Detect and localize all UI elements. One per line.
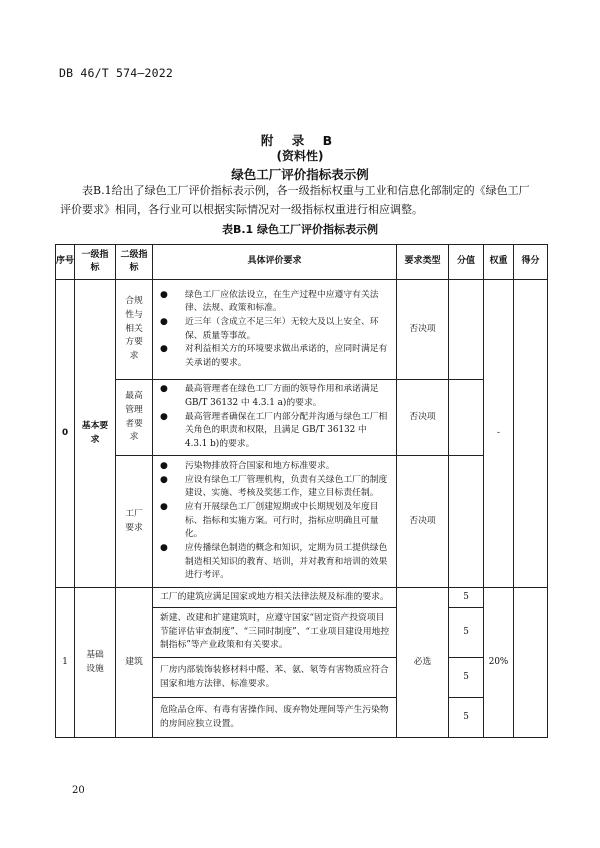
bullet-icon: ● bbox=[160, 344, 168, 355]
list-item: ● 应设有绿色工厂管理机构，负责有关绿色工厂的制度建设、实施、考核及奖惩工作，建立目标责任制。 bbox=[160, 474, 388, 499]
group0-row1-sub: 最高管理者要求 bbox=[116, 380, 153, 456]
group0-row2-score bbox=[449, 456, 484, 588]
group0-row0-type: 否决项 bbox=[397, 280, 449, 380]
header-req-type: 要求类型 bbox=[397, 245, 449, 280]
group0-row0-score bbox=[449, 280, 484, 380]
group1-weight: 20% bbox=[484, 588, 514, 738]
group1-type: 必选 bbox=[397, 588, 449, 738]
list-item: ● 最高管理者在绿色工厂方面的领导作用和承诺满足GB/T 36132 中 4.3.1 a)的要求。 bbox=[160, 384, 379, 409]
group0-no: 0 bbox=[56, 280, 75, 588]
bullet-icon: ● bbox=[160, 316, 168, 327]
header-level2: 二级指标 bbox=[116, 245, 153, 280]
group0-weight: - bbox=[484, 280, 514, 588]
group1-row2-text: 厂房内部装饰装修材料中醛、苯、氨、氡等有害物质应符合国家和地方法律、标准要求。 bbox=[153, 658, 397, 698]
header-requirements: 具体评价要求 bbox=[153, 245, 397, 280]
evaluation-table bbox=[55, 244, 548, 738]
group1-row3-text: 危险品仓库、有毒有害操作间、废弃物处理间等产生污染物的房间应独立设置。 bbox=[153, 698, 397, 738]
table-header-row bbox=[56, 245, 548, 280]
intro-paragraph: 表B.1给出了绿色工厂评价指标表示例，各一级指标权重与工业和信息化部制定的《绿色工厂评价要求》相同，各行业可以根据实际情况对一级指标权重进行相应调整。 bbox=[60, 184, 530, 216]
page-number: 20 bbox=[72, 785, 85, 796]
bullet-icon: ● bbox=[160, 384, 168, 395]
header-level1: 一级指标 bbox=[75, 245, 116, 280]
table-row bbox=[56, 588, 548, 608]
list-item: ● 近三年（含成立不足三年）无较大及以上安全、环保、质量等事故。 bbox=[160, 316, 379, 341]
group1-row1-text: 新建、改建和扩建建筑时，应遵守国家“固定资产投资项目节能评估审查制度”、“三同时制度”、“工业项目建设用地控制指标”等产业政策和有关要求。 bbox=[153, 608, 397, 658]
group1-no: 1 bbox=[56, 588, 75, 738]
list-item: ● 绿色工厂应依法设立，在生产过程中应遵守有关法律、法规、政策和标准。 bbox=[160, 289, 379, 314]
group1-row3-score: 5 bbox=[449, 698, 484, 738]
appendix-name: 绿色工厂评价指标表示例 bbox=[231, 167, 369, 182]
bullet-icon: ● bbox=[160, 289, 168, 300]
list-item: ● 对利益相关方的环境要求做出承诺的，应同时满足有关承诺的要求。 bbox=[160, 344, 388, 368]
table-row bbox=[56, 280, 548, 380]
list-item: ● 应传播绿色制造的概念和知识，定期为员工提供绿色制造相关知识的教育、培训，并对教育和培训的效果进行考评。 bbox=[160, 542, 388, 581]
appendix-title: 附 录 B bbox=[260, 133, 340, 148]
bullet-icon: ● bbox=[160, 474, 168, 485]
table-row bbox=[56, 456, 548, 588]
group0-row2-sub: 工厂要求 bbox=[116, 456, 153, 588]
group0-row2-type: 否决项 bbox=[397, 456, 449, 588]
group0-row2-requirements bbox=[153, 456, 397, 588]
group1-sub: 建筑 bbox=[116, 588, 153, 738]
list-item: ● 最高管理者确保在工厂内部分配并沟通与绿色工厂相关角色的职责和权限，且满足 GB/T 36132 中 4.3.1 b)的要求。 bbox=[160, 411, 388, 449]
group0-result bbox=[514, 280, 548, 588]
table-caption: 表B.1 绿色工厂评价指标表示例 bbox=[221, 223, 379, 236]
group1-name: 基础设施 bbox=[75, 588, 116, 738]
bullet-icon: ● bbox=[160, 542, 168, 553]
group1-row0-text: 工厂的建筑应满足国家或地方相关法律法规及标准的要求。 bbox=[153, 588, 397, 608]
bullet-icon: ● bbox=[160, 411, 168, 422]
header-weight: 权重 bbox=[484, 245, 514, 280]
header-no: 序号 bbox=[56, 245, 75, 280]
header-score: 分值 bbox=[449, 245, 484, 280]
appendix-note: (资料性) bbox=[276, 149, 324, 163]
standard-number: DB 46/T 574—2022 bbox=[59, 66, 173, 80]
group0-row1-score bbox=[449, 380, 484, 456]
group0-row1-requirements bbox=[153, 380, 397, 456]
group0-row1-type: 否决项 bbox=[397, 380, 449, 456]
bullet-icon: ● bbox=[160, 461, 168, 472]
list-item: ● 污染物排放符合国家和地方标准要求。 bbox=[157, 460, 390, 474]
bullet-icon: ● bbox=[160, 502, 168, 513]
table-row bbox=[56, 380, 548, 456]
group0-row0-sub: 合规性与相关方要求 bbox=[116, 280, 153, 380]
header-result: 得分 bbox=[514, 245, 548, 280]
group0-row0-requirements bbox=[153, 280, 397, 380]
group1-result bbox=[514, 588, 548, 738]
group1-row2-score: 5 bbox=[449, 658, 484, 698]
group1-row0-score: 5 bbox=[449, 588, 484, 608]
group1-row1-score: 5 bbox=[449, 608, 484, 658]
group0-name: 基本要求 bbox=[75, 280, 116, 588]
list-item: ● 应有开展绿色工厂创建短期或中长期规划及年度目标、指标和实施方案。可行时，指标应明确且可量化。 bbox=[160, 502, 379, 540]
